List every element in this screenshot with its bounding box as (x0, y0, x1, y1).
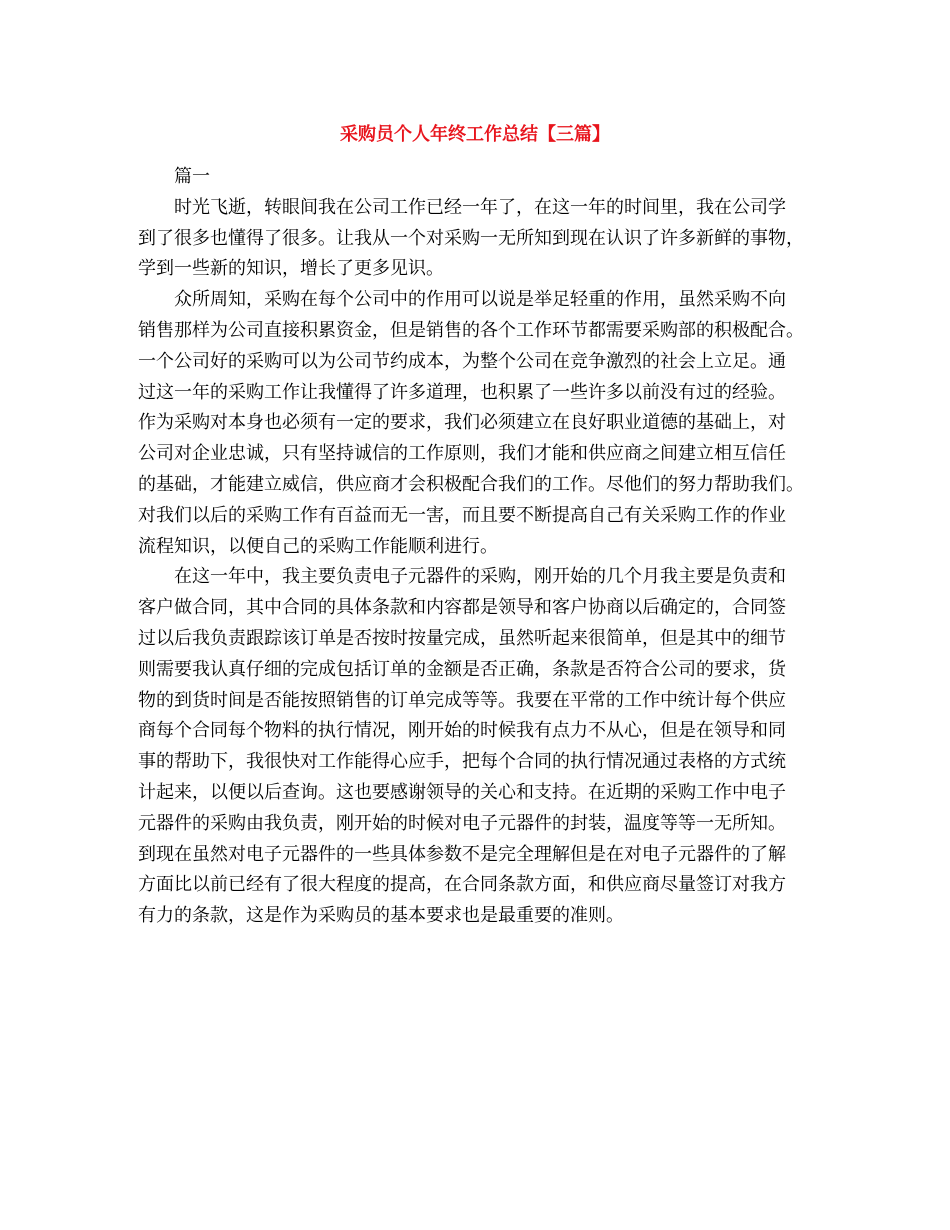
body-line: 事的帮助下，我很快对工作能得心应手，把每个合同的执行情况通过表格的方式统 (138, 751, 786, 773)
body-line: 则需要我认真仔细的完成包括订单的金额是否正确，条款是否符合公司的要求，货 (138, 658, 786, 680)
body-line: 流程知识，以便自己的采购工作能顺利进行。 (138, 535, 498, 557)
body-line: 销售那样为公司直接积累资金，但是销售的各个工作环节都需要采购部的积极配合。 (138, 319, 804, 341)
body-line: 过以后我负责跟踪该订单是否按时按量完成，虽然听起来很简单，但是其中的细节 (138, 627, 786, 649)
body-line: 元器件的采购由我负责，刚开始的时候对电子元器件的封装，温度等等一无所知。 (138, 812, 786, 834)
body-line: 一个公司好的采购可以为公司节约成本，为整个公司在竞争激烈的社会上立足。通 (138, 350, 786, 372)
body-line: 计起来，以便以后查询。这也要感谢领导的关心和支持。在近期的采购工作中电子 (138, 781, 786, 803)
body-line: 在这一年中，我主要负责电子元器件的采购，刚开始的几个月我主要是负责和 (174, 566, 786, 588)
body-line: 方面比以前已经有了很大程度的提高，在合同条款方面，和供应商尽量签订对我方 (138, 874, 786, 896)
body-line: 作为采购对本身也必须有一定的要求，我们必须建立在良好职业道德的基础上，对 (138, 412, 786, 434)
body-line: 有力的条款，这是作为采购员的基本要求也是最重要的准则。 (138, 905, 624, 927)
document-title: 采购员个人年终工作总结【三篇】 (340, 124, 610, 145)
body-line: 学到一些新的知识，增长了更多见识。 (138, 258, 444, 280)
body-line: 到现在虽然对电子元器件的一些具体参数不是完全理解但是在对电子元器件的了解 (138, 843, 786, 865)
body-line: 公司对企业忠诚，只有坚持诚信的工作原则，我们才能和供应商之间建立相互信任 (138, 443, 786, 465)
body-line: 到了很多也懂得了很多。让我从一个对采购一无所知到现在认识了许多新鲜的事物， (138, 227, 804, 249)
body-line: 众所周知，采购在每个公司中的作用可以说是举足轻重的作用，虽然采购不向 (174, 289, 786, 311)
body-line: 对我们以后的采购工作有百益而无一害，而且要不断提高自己有关采购工作的作业 (138, 504, 786, 526)
section-heading: 篇一 (174, 166, 210, 187)
body-line: 时光飞逝，转眼间我在公司工作已经一年了，在这一年的时间里，我在公司学 (174, 196, 786, 218)
body-line: 客户做合同，其中合同的具体条款和内容都是领导和客户协商以后确定的，合同签 (138, 597, 786, 619)
document-body (138, 162, 818, 932)
body-line: 过这一年的采购工作让我懂得了许多道理，也积累了一些许多以前没有过的经验。 (138, 381, 786, 403)
body-line: 商每个合同每个物料的执行情况，刚开始的时候我有点力不从心，但是在领导和同 (138, 720, 786, 742)
body-line: 物的到货时间是否能按照销售的订单完成等等。我要在平常的工作中统计每个供应 (138, 689, 786, 711)
body-line: 的基础，才能建立威信，供应商才会积极配合我们的工作。尽他们的努力帮助我们。 (138, 473, 804, 495)
